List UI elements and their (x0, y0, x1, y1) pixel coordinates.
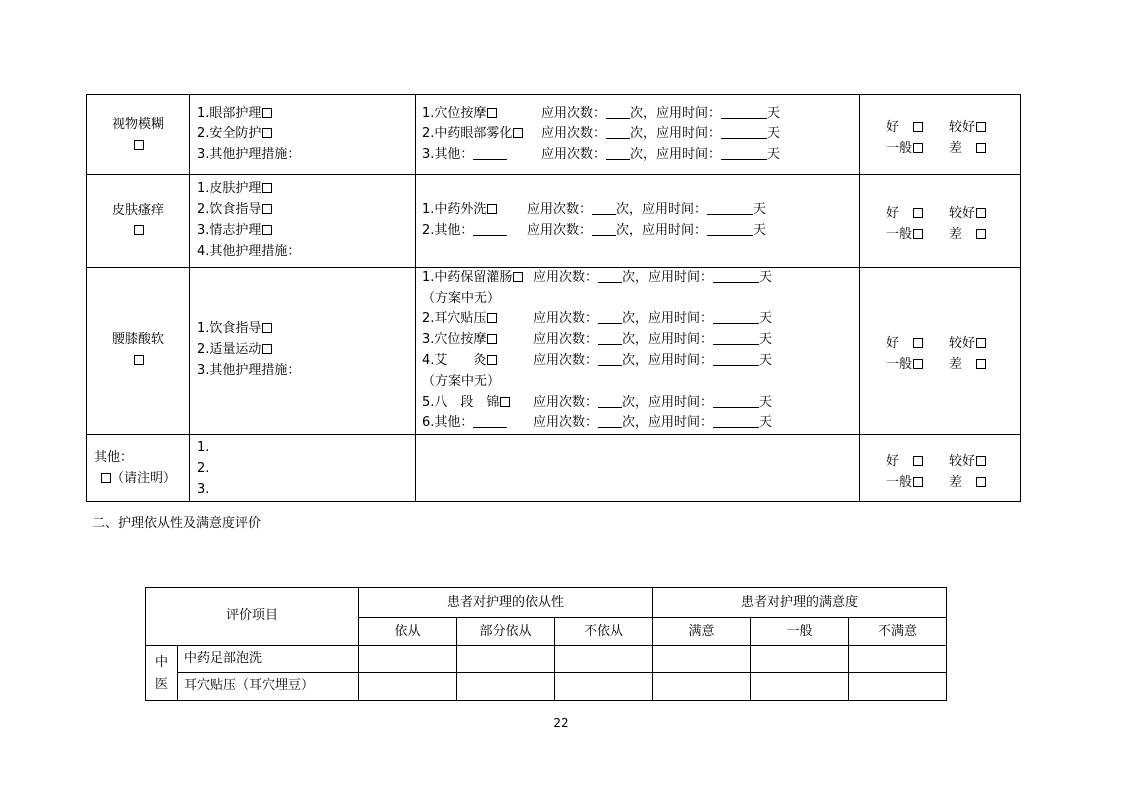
col-header: 部分依从 (479, 624, 532, 639)
symptom-label: 视物模糊 (111, 117, 164, 132)
method-item: 1.穴位按摩 (422, 106, 497, 122)
checkbox[interactable] (913, 359, 923, 369)
blank-field[interactable] (473, 223, 507, 236)
checkbox[interactable] (487, 108, 497, 118)
blank-field[interactable] (592, 202, 616, 215)
checkbox[interactable] (487, 313, 497, 323)
method-note: （方案中无） (422, 291, 501, 306)
checkbox[interactable] (262, 128, 272, 138)
measure-item: 2. (197, 461, 210, 476)
blank-field[interactable] (598, 415, 622, 428)
eval-normal: 一般 (886, 471, 923, 490)
usage-line: 应用次数： 次，应用时间： 天 (533, 332, 773, 347)
checkbox[interactable] (913, 122, 923, 132)
blank-field[interactable] (721, 106, 767, 119)
checkbox[interactable] (513, 128, 523, 138)
item-header: 评价项目 (225, 608, 278, 623)
measure-item: 1.饮食指导 (197, 321, 272, 337)
checkbox[interactable] (976, 208, 986, 218)
blank-field[interactable] (721, 147, 767, 160)
measure-item: 3.其他护理措施： (197, 147, 301, 162)
measure-item: 3. (197, 482, 210, 497)
blank-field[interactable] (473, 415, 507, 428)
blank-field[interactable] (707, 202, 753, 215)
checkbox[interactable] (976, 456, 986, 466)
symptom-other: （请注明） (100, 471, 176, 487)
measure-item: 3.其他护理措施： (197, 363, 301, 378)
usage-line: 应用次数： 次，应用时间： 天 (541, 106, 781, 121)
col-header: 满意 (688, 624, 715, 639)
satisfaction-header: 患者对护理的满意度 (740, 595, 858, 610)
measure-item: 2.适量运动 (197, 342, 272, 358)
usage-line: 应用次数： 次，应用时间： 天 (527, 202, 767, 217)
usage-line: 应用次数： 次，应用时间： 天 (541, 147, 781, 162)
method-item: 3.穴位按摩 (422, 332, 497, 348)
blank-field[interactable] (606, 126, 630, 139)
checkbox[interactable] (976, 229, 986, 239)
group-label: 医 (154, 677, 168, 692)
checkbox[interactable] (262, 323, 272, 333)
eval-normal: 一般 (886, 353, 923, 372)
checkbox[interactable] (913, 229, 923, 239)
checkbox[interactable] (262, 108, 272, 118)
eval-poor: 差 (949, 223, 986, 242)
usage-line: 应用次数： 次，应用时间： 天 (533, 353, 773, 368)
checkbox[interactable] (101, 473, 111, 483)
blank-field[interactable] (592, 223, 616, 236)
measure-item: 2.饮食指导 (197, 202, 272, 218)
checkbox[interactable] (487, 204, 497, 214)
blank-field[interactable] (598, 353, 622, 366)
measure-item: 1.眼部护理 (197, 106, 272, 122)
compliance-header: 患者对护理的依从性 (446, 595, 564, 610)
checkbox[interactable] (913, 456, 923, 466)
blank-field[interactable] (713, 395, 759, 408)
method-item: 2.耳穴贴压 (422, 311, 497, 327)
checkbox[interactable] (262, 344, 272, 354)
section-heading: 二、护理依从性及满意度评价 (92, 516, 262, 531)
method-note: （方案中无） (422, 374, 501, 389)
eval-poor: 差 (949, 137, 986, 156)
eval-good: 好 (886, 332, 923, 351)
blank-field[interactable] (598, 270, 622, 283)
table-row-label: 耳穴贴压（耳穴埋豆） (184, 678, 315, 693)
col-header: 不依从 (583, 624, 623, 639)
checkbox[interactable] (262, 225, 272, 235)
col-header: 一般 (786, 624, 813, 639)
method-item: 2.其他： (422, 223, 507, 239)
blank-field[interactable] (598, 311, 622, 324)
eval-better: 较好 (949, 116, 986, 135)
measure-item: 1. (197, 440, 210, 455)
checkbox[interactable] (913, 143, 923, 153)
method-item: 5.八 段 锦 (422, 395, 510, 411)
blank-field[interactable] (713, 415, 759, 428)
usage-line: 应用次数： 次，应用时间： 天 (527, 223, 767, 238)
table-row-label: 中药足部泡洗 (184, 651, 263, 666)
method-item: 4.艾 灸 (422, 353, 497, 369)
checkbox[interactable] (976, 477, 986, 487)
eval-better: 较好 (949, 450, 986, 469)
symptom-label: 其他： (94, 450, 134, 465)
symptom-label: 皮肤瘙痒 (111, 203, 164, 218)
blank-field[interactable] (713, 270, 759, 283)
usage-line: 应用次数： 次，应用时间： 天 (533, 270, 773, 285)
measure-item: 1.皮肤护理 (197, 181, 272, 197)
checkbox[interactable] (262, 204, 272, 214)
checkbox[interactable] (487, 355, 497, 365)
method-item: 6.其他： (422, 415, 507, 431)
blank-field[interactable] (473, 147, 507, 160)
checkbox[interactable] (487, 334, 497, 344)
method-item: 1.中药保留灌肠 (422, 270, 523, 286)
usage-line: 应用次数： 次，应用时间： 天 (533, 311, 773, 326)
method-item: 2.中药眼部雾化 (422, 126, 523, 142)
symptom-checkbox[interactable] (87, 223, 189, 239)
eval-poor: 差 (949, 471, 986, 490)
usage-line: 应用次数： 次，应用时间： 天 (533, 395, 773, 410)
measure-item: 2.安全防护 (197, 126, 272, 142)
blank-field[interactable] (598, 332, 622, 345)
checkbox[interactable] (913, 477, 923, 487)
symptom-label: 腰膝酸软 (111, 332, 164, 347)
blank-field[interactable] (707, 223, 753, 236)
checkbox[interactable] (913, 208, 923, 218)
checkbox[interactable] (976, 122, 986, 132)
blank-field[interactable] (606, 106, 630, 119)
blank-field[interactable] (713, 332, 759, 345)
symptom-checkbox[interactable] (87, 138, 189, 154)
usage-line: 应用次数： 次，应用时间： 天 (533, 415, 773, 430)
blank-field[interactable] (713, 353, 759, 366)
blank-field[interactable] (606, 147, 630, 160)
blank-field[interactable] (598, 395, 622, 408)
eval-normal: 一般 (886, 137, 923, 156)
checkbox[interactable] (913, 338, 923, 348)
checkbox[interactable] (976, 359, 986, 369)
measure-item: 3.情志护理 (197, 223, 272, 239)
method-item: 1.中药外洗 (422, 202, 497, 218)
measure-item: 4.其他护理措施： (197, 244, 301, 259)
eval-good: 好 (886, 450, 923, 469)
eval-poor: 差 (949, 353, 986, 372)
method-item: 3.其他： (422, 147, 507, 163)
col-header: 依从 (394, 624, 421, 639)
group-label: 中 (154, 655, 168, 670)
blank-field[interactable] (721, 126, 767, 139)
checkbox[interactable] (976, 338, 986, 348)
eval-good: 好 (886, 202, 923, 221)
eval-normal: 一般 (886, 223, 923, 242)
col-header: 不满意 (877, 624, 917, 639)
checkbox[interactable] (976, 143, 986, 153)
page-number: 22 (553, 716, 569, 730)
checkbox[interactable] (262, 183, 272, 193)
usage-line: 应用次数： 次，应用时间： 天 (541, 126, 781, 141)
eval-good: 好 (886, 116, 923, 135)
checkbox[interactable] (500, 397, 510, 407)
symptom-checkbox[interactable] (87, 353, 189, 369)
eval-better: 较好 (949, 202, 986, 221)
eval-better: 较好 (949, 332, 986, 351)
blank-field[interactable] (713, 311, 759, 324)
checkbox[interactable] (513, 272, 523, 282)
